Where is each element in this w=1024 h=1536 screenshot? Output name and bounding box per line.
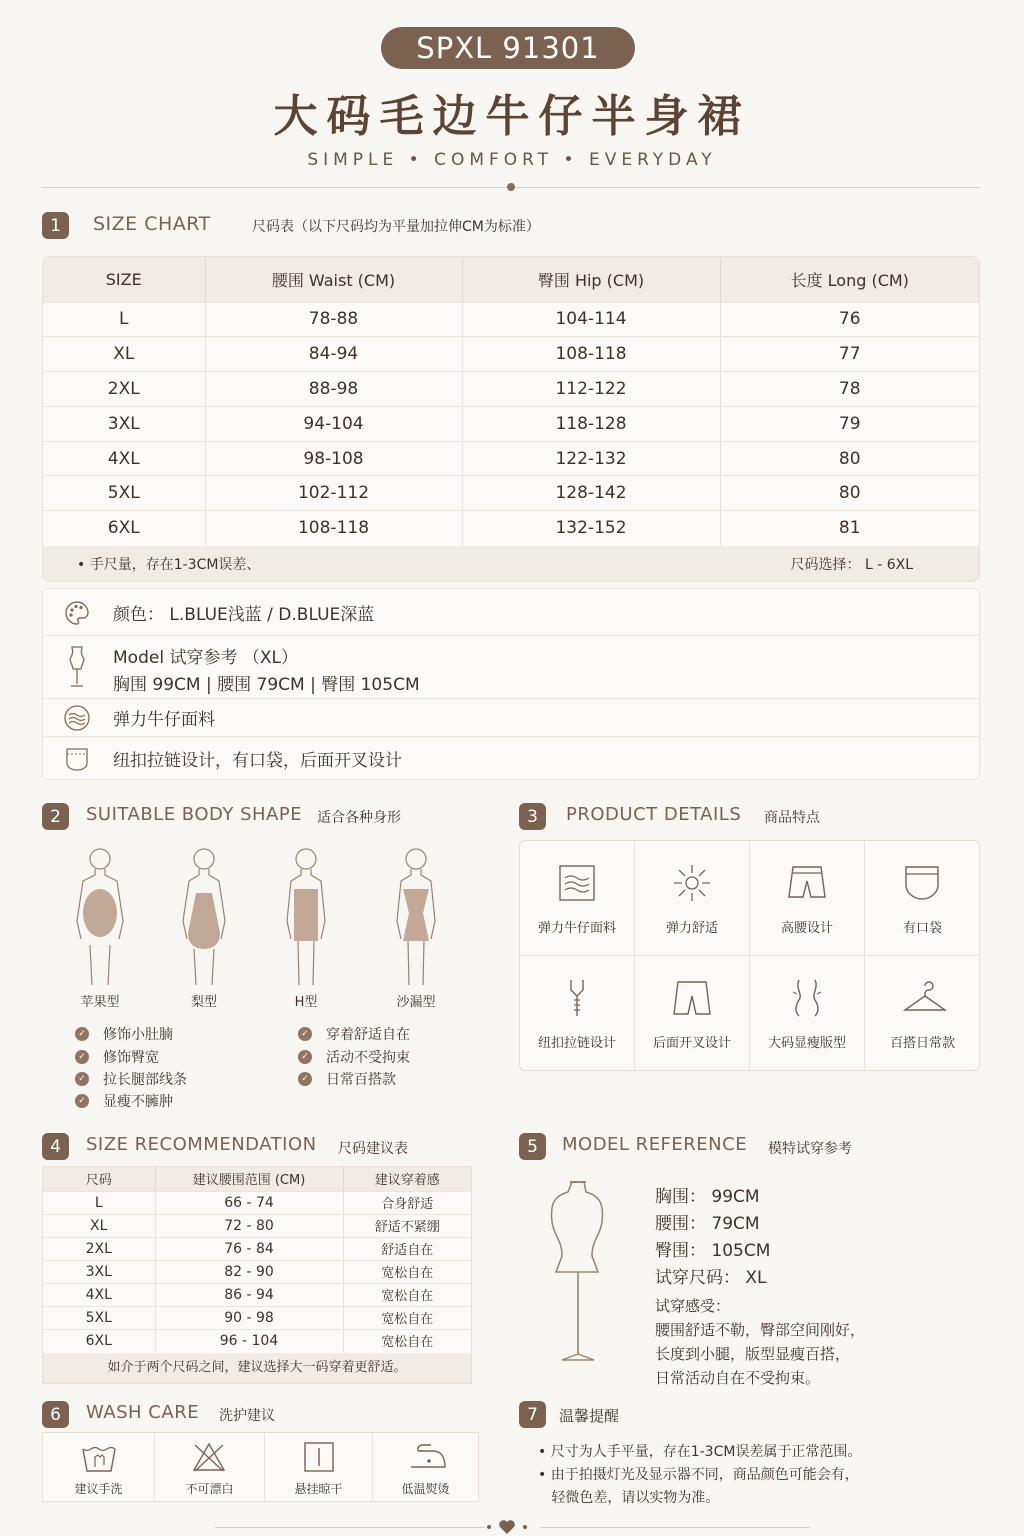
fit-feel-line: 日常活动自在不受拘束。 <box>655 1369 821 1387</box>
table-row <box>43 1191 471 1214</box>
section-title-cn: 尺码表（以下尺码均为平量加拉伸CM为标准） <box>252 219 540 235</box>
section-title-cn: 洗护建议 <box>219 1408 275 1424</box>
design-text: 纽扣拉链设计，有口袋，后面开叉设计 <box>113 751 402 771</box>
table-header-row <box>43 257 979 302</box>
check-icon: ✓ <box>75 1050 89 1064</box>
measure-note: • 手尺量，存在1-3CM误差、 <box>77 556 261 573</box>
feature-label: 大码显瘦版型 <box>767 1036 846 1051</box>
fit-feel-title: 试穿感受： <box>655 1297 731 1315</box>
table-cell: 3XL <box>43 1260 155 1283</box>
table-cell: 80 <box>720 476 979 511</box>
check-icon: ✓ <box>298 1072 312 1086</box>
table-cell: 81 <box>720 511 979 546</box>
table-row <box>43 1214 471 1237</box>
table-row <box>43 1329 471 1352</box>
benefit-text: 活动不受拘束 <box>326 1050 410 1066</box>
slim-silhouette-icon <box>787 978 827 1018</box>
body-shape-label: 梨型 <box>190 995 217 1010</box>
section-title-cn: 温馨提醒 <box>559 1407 620 1425</box>
column-header: 尺码 <box>43 1167 155 1191</box>
benefit-item <box>75 1091 173 1111</box>
table-cell: 132-152 <box>462 511 720 546</box>
table-row <box>43 1283 471 1306</box>
feature-label: 弹力舒适 <box>665 921 718 936</box>
check-icon: ✓ <box>75 1072 89 1086</box>
body-shape-label: 苹果型 <box>80 995 120 1010</box>
hourglass-body-icon <box>386 845 446 987</box>
mannequin-icon <box>63 644 91 690</box>
palette-icon <box>63 599 91 627</box>
tip-line: • 尺寸为人手平量，存在1-3CM误差属于正常范围。 <box>538 1444 862 1460</box>
table-cell: 76 - 84 <box>155 1237 343 1260</box>
table-footer <box>43 546 979 581</box>
table-cell: 79 <box>720 406 979 441</box>
size-range: 尺码选择： L - 6XL <box>790 556 913 573</box>
benefit-item <box>75 1069 187 1089</box>
table-cell: 舒适不紧绷 <box>343 1214 471 1237</box>
check-icon: ✓ <box>75 1094 89 1108</box>
h-body-icon <box>276 845 336 987</box>
apple-body-icon <box>70 845 130 987</box>
wash-label: 建议手洗 <box>74 1482 123 1496</box>
size-recommendation-table <box>42 1166 472 1384</box>
footer-dot <box>523 1525 527 1529</box>
tagline: SIMPLE • COMFORT • EVERYDAY <box>307 150 717 170</box>
wash-item <box>265 1433 373 1501</box>
table-cell: 90 - 98 <box>155 1306 343 1329</box>
hanger-icon <box>902 978 948 1018</box>
benefit-item <box>298 1047 410 1067</box>
section-title-cn: 适合各种身形 <box>317 810 401 826</box>
divider-dot <box>507 183 515 191</box>
benefit-text: 拉长腿部线条 <box>103 1072 187 1088</box>
page-title: 大码毛边牛仔半身裙 <box>273 91 751 142</box>
feature-card <box>635 841 750 956</box>
model-bust: 胸围： 99CM <box>655 1187 760 1207</box>
benefit-item <box>298 1024 410 1044</box>
benefit-text: 显瘦不臃肿 <box>103 1094 173 1110</box>
section-number: 6 <box>42 1401 69 1428</box>
feature-card <box>635 956 750 1071</box>
table-row <box>43 476 979 511</box>
model-waist: 腰围： 79CM <box>655 1214 760 1234</box>
table-cell: 122-132 <box>462 441 720 476</box>
wash-care-panel <box>42 1432 479 1502</box>
column-header: 建议穿着感 <box>343 1167 471 1191</box>
table-cell: 88-98 <box>205 372 462 407</box>
table-cell: 宽松自在 <box>343 1283 471 1306</box>
table-row <box>43 511 979 546</box>
section-title-en: SIZE CHART <box>93 213 211 235</box>
table-cell: 98-108 <box>205 441 462 476</box>
pear-body-icon <box>174 845 234 987</box>
section-title-en: WASH CARE <box>86 1402 200 1423</box>
feature-label: 百搭日常款 <box>889 1036 955 1051</box>
table-cell: 96 - 104 <box>155 1329 343 1352</box>
table-cell: XL <box>43 1214 155 1237</box>
table-cell: 108-118 <box>462 337 720 372</box>
tip-line: • 由于拍摄灯光及显示器不同，商品颜色可能会有， <box>538 1467 859 1483</box>
table-cell: 72 - 80 <box>155 1214 343 1237</box>
pocket-icon <box>63 745 91 773</box>
section-title-en: MODEL REFERENCE <box>562 1134 748 1155</box>
table-cell: 3XL <box>43 406 205 441</box>
heart-icon <box>498 1519 516 1535</box>
wash-label: 低温熨烫 <box>401 1482 450 1496</box>
hang-dry-icon <box>303 1441 335 1473</box>
wash-label: 悬挂晾干 <box>294 1482 343 1496</box>
footer-divider <box>215 1527 485 1528</box>
fabric-wave-icon <box>63 704 91 732</box>
table-cell: 94-104 <box>205 406 462 441</box>
recommendation-note: 如介于两个尺码之间，建议选择大一码穿着更舒适。 <box>43 1353 471 1383</box>
section-number: 3 <box>519 803 546 830</box>
table-cell: 82 - 90 <box>155 1260 343 1283</box>
model-size: 试穿尺码： XL <box>655 1268 767 1288</box>
feature-card <box>865 841 980 956</box>
table-row <box>43 406 979 441</box>
feature-label: 纽扣拉链设计 <box>537 1036 616 1051</box>
table-cell: 77 <box>720 337 979 372</box>
table-cell: 宽松自在 <box>343 1260 471 1283</box>
table-cell: 6XL <box>43 511 205 546</box>
column-header: 长度 Long (CM) <box>720 257 979 302</box>
no-bleach-icon <box>191 1441 227 1473</box>
table-header-row <box>43 1167 471 1191</box>
dress-form-icon <box>548 1176 608 1368</box>
table-cell: 76 <box>720 302 979 337</box>
product-code-badge: SPXL 91301 <box>381 27 635 69</box>
section-title-en: SUITABLE BODY SHAPE <box>86 804 303 825</box>
wash-item <box>373 1433 478 1501</box>
table-cell: 2XL <box>43 1237 155 1260</box>
table-cell: 5XL <box>43 476 205 511</box>
table-cell: 112-122 <box>462 372 720 407</box>
table-cell: L <box>43 302 205 337</box>
table-cell: 80 <box>720 441 979 476</box>
list-item <box>43 636 979 699</box>
table-cell: 86 - 94 <box>155 1283 343 1306</box>
section-number: 2 <box>42 803 69 830</box>
fabric-icon <box>557 863 597 903</box>
list-item <box>43 589 979 636</box>
table-cell: 108-118 <box>205 511 462 546</box>
table-cell: 84-94 <box>205 337 462 372</box>
feature-card <box>750 841 865 956</box>
section-title-cn: 商品特点 <box>764 810 820 826</box>
table-cell: 78-88 <box>205 302 462 337</box>
body-shape-label: H型 <box>294 995 318 1010</box>
table-cell: 2XL <box>43 372 205 407</box>
benefit-text: 修饰臀宽 <box>103 1050 159 1066</box>
fit-feel-line: 长度到小腿，版型显瘦百搭， <box>655 1345 851 1363</box>
check-icon: ✓ <box>75 1027 89 1041</box>
pocket-icon <box>902 863 942 903</box>
benefit-text: 修饰小肚腩 <box>103 1027 173 1043</box>
zipper-icon <box>557 978 597 1018</box>
column-header: SIZE <box>43 257 205 302</box>
table-cell: 102-112 <box>205 476 462 511</box>
table-cell: 6XL <box>43 1329 155 1352</box>
body-shape-label: 沙漏型 <box>396 995 436 1010</box>
feature-label: 高腰设计 <box>780 921 833 936</box>
wash-item <box>43 1433 155 1501</box>
column-header: 建议腰围范围 (CM) <box>155 1167 343 1191</box>
table-cell: L <box>43 1191 155 1214</box>
table-cell: 宽松自在 <box>343 1306 471 1329</box>
product-details-grid <box>519 840 980 1071</box>
table-row <box>43 337 979 372</box>
model-hip: 臀围： 105CM <box>655 1241 771 1261</box>
table-cell: 4XL <box>43 1283 155 1306</box>
hand-wash-icon <box>81 1441 117 1473</box>
section-number: 4 <box>42 1133 69 1160</box>
feature-card <box>865 956 980 1071</box>
table-cell: 78 <box>720 372 979 407</box>
feature-label: 弹力牛仔面料 <box>537 921 616 936</box>
feature-card <box>750 956 865 1071</box>
benefit-item <box>298 1069 396 1089</box>
section-title-en: SIZE RECOMMENDATION <box>86 1134 317 1155</box>
feature-card <box>520 956 635 1071</box>
list-item <box>43 699 979 737</box>
table-cell: 合身舒适 <box>343 1191 471 1214</box>
table-cell: 118-128 <box>462 406 720 441</box>
footer-dot <box>487 1525 491 1529</box>
column-header: 腰围 Waist (CM) <box>205 257 462 302</box>
section-title-en: PRODUCT DETAILS <box>566 804 742 825</box>
benefit-text: 穿着舒适自在 <box>326 1027 410 1043</box>
feature-label: 有口袋 <box>902 921 942 936</box>
check-icon: ✓ <box>298 1027 312 1041</box>
table-cell: 104-114 <box>462 302 720 337</box>
table-cell: 宽松自在 <box>343 1329 471 1352</box>
list-item <box>43 737 979 780</box>
high-waist-shorts-icon <box>787 863 827 903</box>
feature-card <box>520 841 635 956</box>
wash-item <box>155 1433 265 1501</box>
check-icon: ✓ <box>298 1050 312 1064</box>
color-options: 颜色： L.BLUE浅蓝 / D.BLUE深蓝 <box>113 604 375 625</box>
section-number: 1 <box>42 212 69 239</box>
back-slit-shorts-icon <box>672 978 712 1018</box>
table-row <box>43 1260 471 1283</box>
table-cell: 66 - 74 <box>155 1191 343 1214</box>
column-header: 臀围 Hip (CM) <box>462 257 720 302</box>
table-row <box>43 1237 471 1260</box>
table-cell: 5XL <box>43 1306 155 1329</box>
size-chart-table <box>42 256 980 582</box>
table-cell: 128-142 <box>462 476 720 511</box>
section-title-cn: 模特试穿参考 <box>768 1141 852 1157</box>
section-number: 5 <box>519 1133 546 1160</box>
footer-divider <box>540 1527 810 1528</box>
benefit-item <box>75 1024 173 1044</box>
fabric-text: 弹力牛仔面料 <box>113 710 215 730</box>
table-row <box>43 302 979 337</box>
benefit-item <box>75 1047 159 1067</box>
model-size-title: Model 试穿参考 （XL） <box>113 648 298 668</box>
wash-label: 不可漂白 <box>185 1482 234 1496</box>
table-row <box>43 1306 471 1329</box>
product-info-list <box>42 588 980 780</box>
stretch-arrows-icon <box>672 863 712 903</box>
table-cell: XL <box>43 337 205 372</box>
section-title-cn: 尺码建议表 <box>338 1141 408 1157</box>
table-row <box>43 372 979 407</box>
table-row <box>43 441 979 476</box>
fit-feel-line: 腰围舒适不勒，臀部空间刚好， <box>655 1321 866 1339</box>
feature-label: 后面开叉设计 <box>652 1036 731 1051</box>
benefit-text: 日常百搭款 <box>326 1072 396 1088</box>
tip-line: 轻微色差，请以实物为准。 <box>538 1490 720 1506</box>
table-cell: 4XL <box>43 441 205 476</box>
table-cell: 舒适自在 <box>343 1237 471 1260</box>
low-iron-icon <box>407 1441 447 1473</box>
model-measurements: 胸围 99CM | 腰围 79CM | 臀围 105CM <box>113 675 420 695</box>
section-number: 7 <box>519 1401 546 1428</box>
